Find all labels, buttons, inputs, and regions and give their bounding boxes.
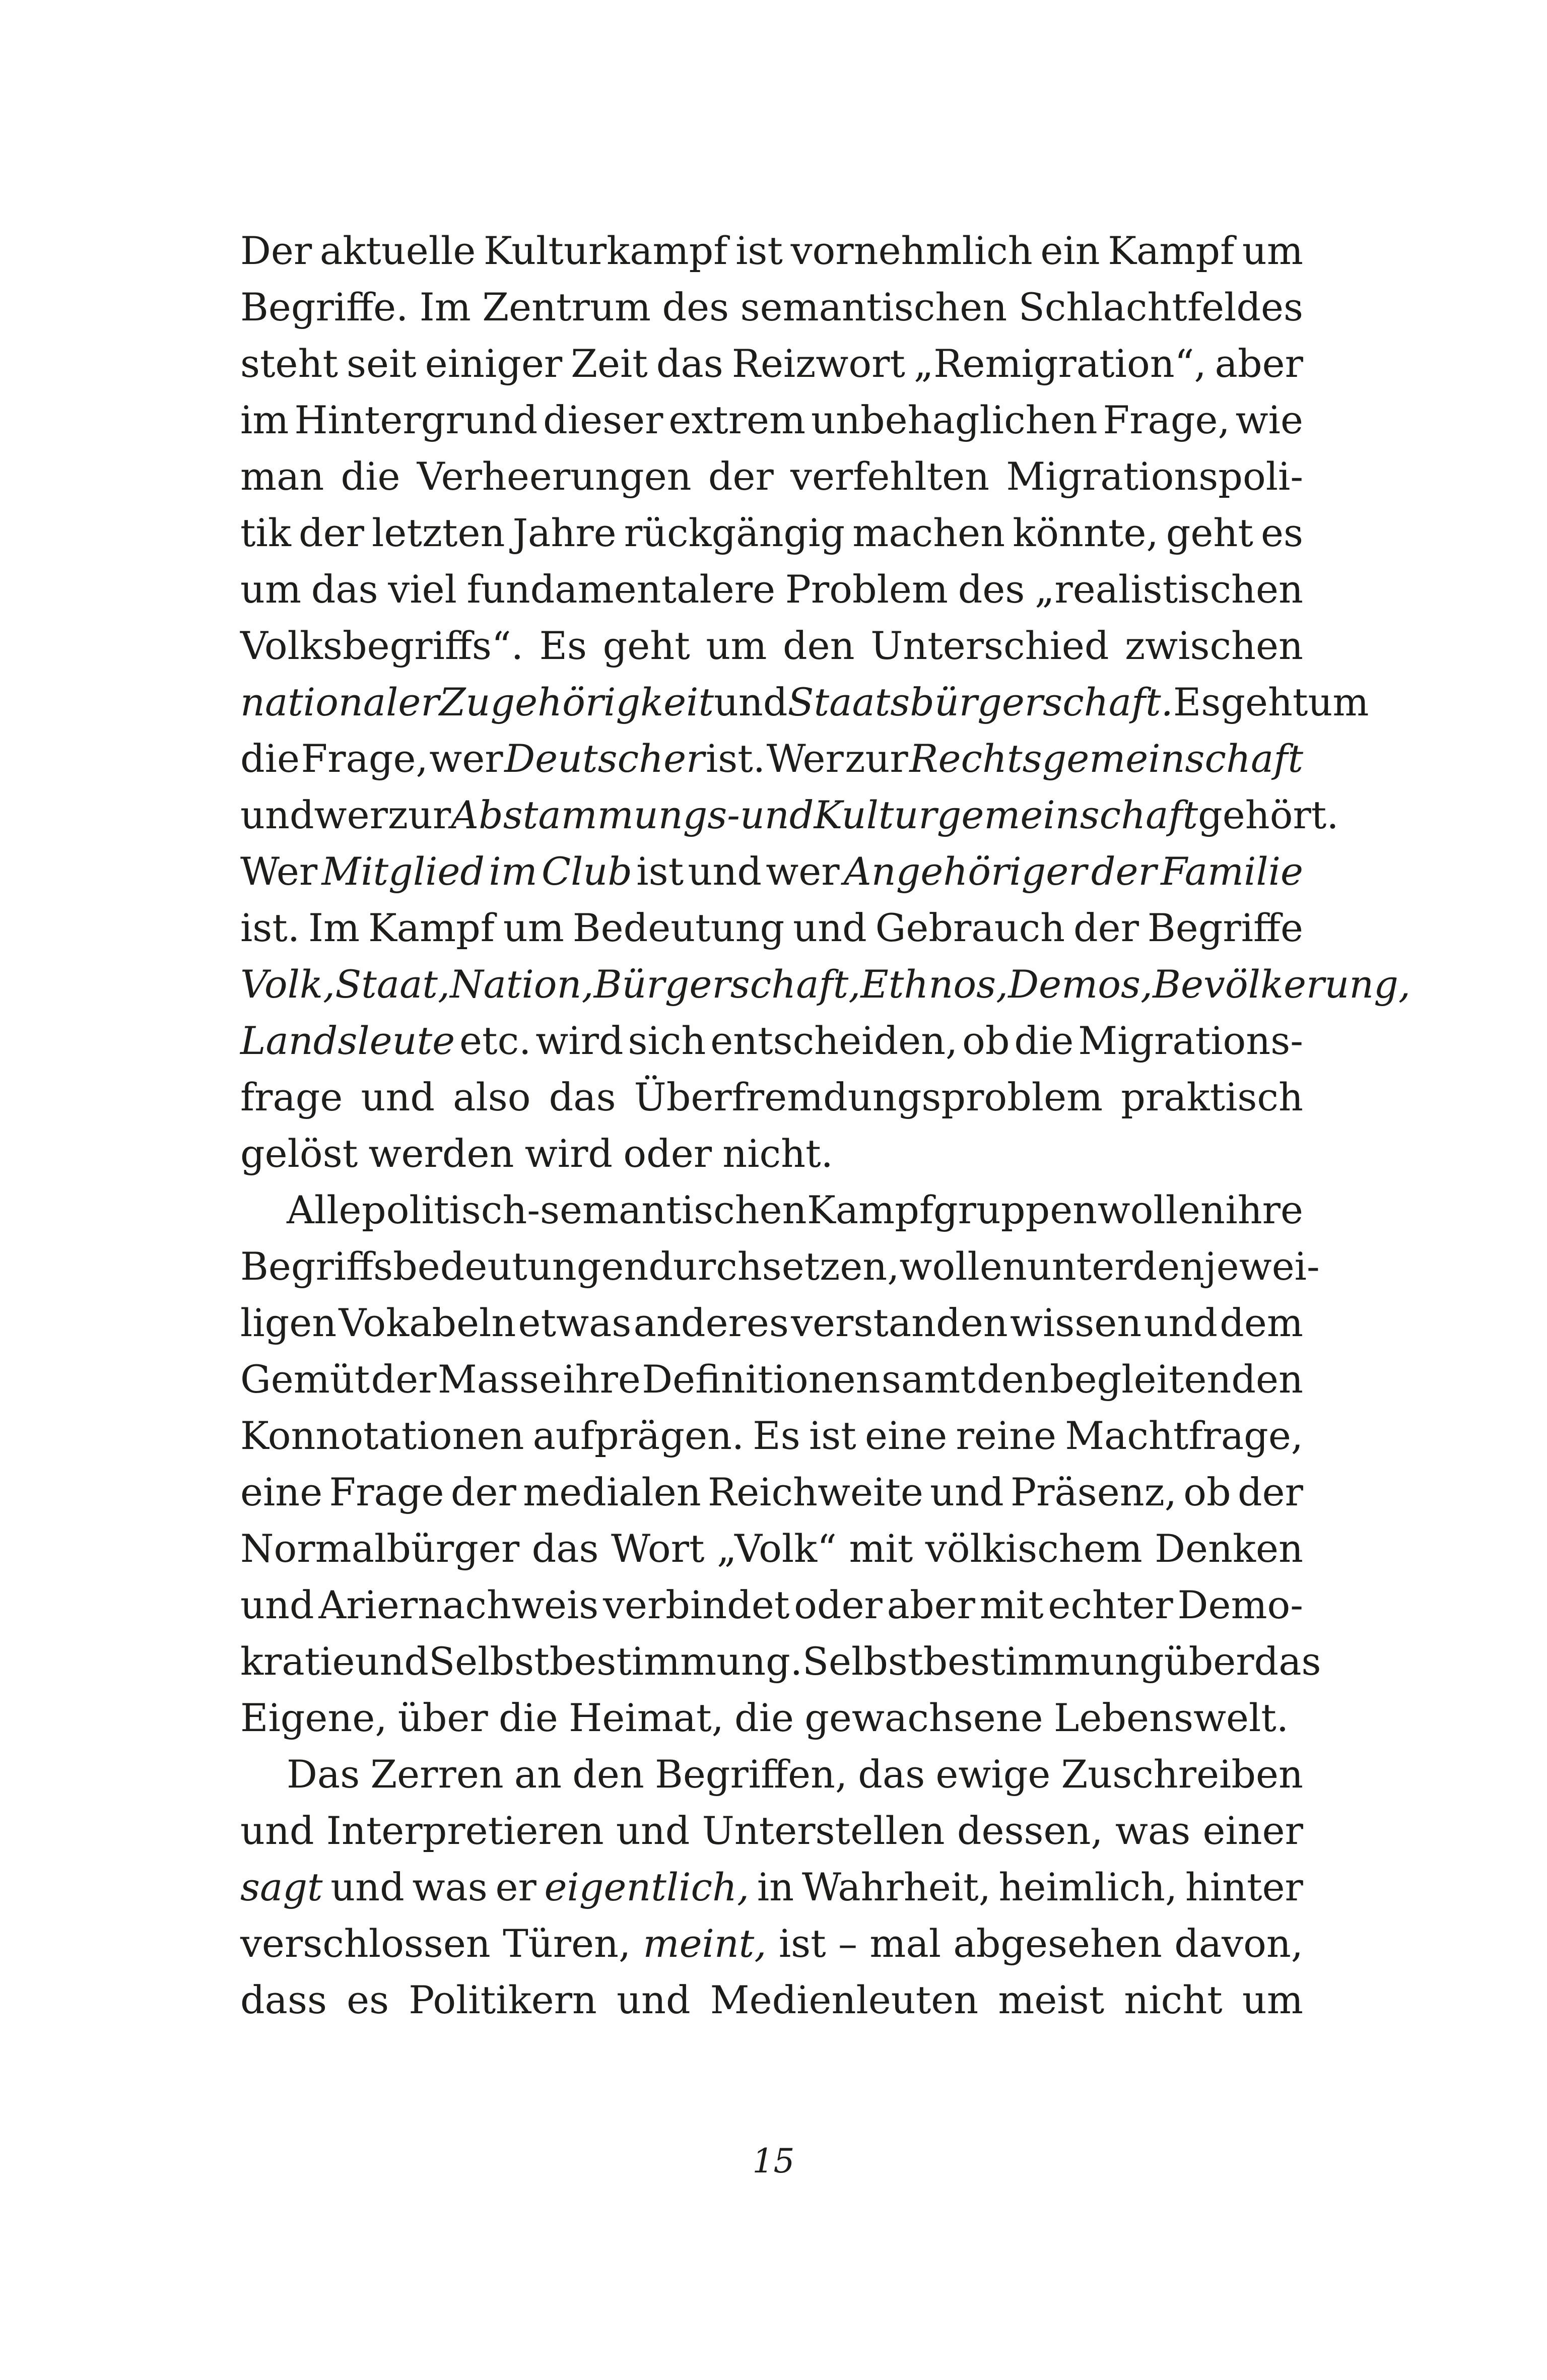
italic-word: Staatsbürgerschaft. (787, 680, 1173, 724)
word: mit (979, 1582, 1044, 1627)
word: und (330, 1865, 405, 1909)
word: durchsetzen, (648, 1244, 900, 1289)
text-line (240, 1238, 1320, 1295)
word: entscheiden, (710, 1018, 958, 1063)
text-line (240, 392, 1303, 448)
word: es (1261, 510, 1303, 555)
word: Kulturkampf (484, 228, 728, 273)
word: ist. (240, 905, 300, 950)
word: und (617, 1977, 691, 2022)
word: des (662, 285, 729, 329)
word: jewei- (1204, 1244, 1320, 1289)
text-line (240, 1182, 1303, 1238)
text-line (240, 448, 1303, 505)
word: und (361, 1075, 435, 1119)
word: er (495, 1865, 536, 1909)
word: Kampf (368, 905, 495, 950)
word: nicht. (722, 1131, 833, 1176)
word: echter (1048, 1582, 1173, 1627)
word: Problem (785, 567, 948, 612)
italic-word: nationaler (240, 680, 439, 724)
word: den (572, 1752, 644, 1797)
word: Interpretieren (326, 1808, 604, 1853)
word: das (1254, 1639, 1321, 1684)
word: dessen, (957, 1808, 1103, 1853)
word: Im (419, 285, 471, 329)
word: der (1073, 905, 1139, 950)
word: zur (845, 736, 908, 781)
word: geht (602, 623, 690, 668)
word: ewige (935, 1752, 1051, 1797)
word: über (397, 1695, 488, 1740)
word: Schlachtfeldes (1018, 285, 1303, 329)
word: Ariernachweis (318, 1582, 599, 1627)
word: könnte, (1013, 510, 1159, 555)
word: was (412, 1865, 488, 1909)
word: in (757, 1865, 794, 1909)
text-line (240, 843, 1303, 900)
word: der (708, 454, 774, 499)
word: wer (314, 792, 388, 837)
word: den (977, 1357, 1049, 1402)
word: zur (387, 792, 451, 837)
word: einiger (425, 341, 563, 386)
word: davon, (1174, 1921, 1303, 1966)
word: der (371, 1357, 437, 1402)
word: Machtfrage, (1065, 1413, 1303, 1458)
word: der (299, 510, 364, 555)
word: und (793, 905, 867, 950)
word: und (240, 1808, 314, 1853)
word: wer (429, 736, 503, 781)
word: das (311, 567, 378, 612)
text-line (240, 336, 1303, 392)
word: Es (539, 623, 587, 668)
word: Zerren (370, 1752, 504, 1797)
word: und (713, 680, 788, 724)
word: die (341, 454, 400, 499)
word: etc. (459, 1018, 531, 1063)
word: gelöst (240, 1131, 358, 1176)
word: aktuelle (319, 228, 476, 273)
italic-word: Mitglied (321, 849, 485, 894)
word: Es (753, 1413, 800, 1458)
word: wollen (1097, 1187, 1225, 1232)
italic-word: Bürgerschaft, (593, 962, 861, 1007)
text-line (240, 1520, 1303, 1577)
word: um (503, 905, 564, 950)
word: Unterstellen (702, 1808, 945, 1853)
word: mit (849, 1526, 913, 1571)
text-line (240, 1690, 1303, 1746)
word: Das (287, 1752, 360, 1797)
word: Der (240, 228, 312, 273)
word: tik (240, 510, 291, 555)
word: Vokabeln (339, 1300, 516, 1345)
word: mal (869, 1921, 941, 1966)
italic-word: Volk, (240, 962, 335, 1007)
word: ist (735, 228, 783, 273)
italic-word: Familie (1161, 849, 1303, 894)
word: Definitionen (642, 1357, 881, 1402)
word: der (1237, 1470, 1303, 1514)
word: Denken (1155, 1526, 1303, 1571)
word: wollen (899, 1244, 1027, 1289)
word: Bedeutung (572, 905, 785, 950)
word: nicht (1124, 1977, 1223, 2022)
word: aber (887, 1582, 975, 1627)
word: meist (998, 1977, 1105, 2022)
word: die (1014, 1018, 1074, 1063)
word: Lebenswelt. (1053, 1695, 1289, 1740)
word: ist. (706, 736, 766, 781)
word: eine (865, 1413, 948, 1458)
italic-word: Bevölkerung, (1153, 962, 1411, 1007)
word: gewachsene (804, 1695, 1043, 1740)
word: die (734, 1695, 794, 1740)
italic-word: Landsleute (240, 1018, 455, 1063)
text-line (240, 1408, 1303, 1464)
text-line (240, 900, 1303, 956)
word: Politikern (409, 1977, 597, 2022)
word: Wahrheit, (801, 1865, 991, 1909)
word: politisch-semantischen (361, 1187, 807, 1232)
word: Konnotationen (240, 1413, 524, 1458)
word: die (498, 1695, 558, 1740)
word: Präsenz, (1011, 1470, 1177, 1514)
word: verfehlten (790, 454, 990, 499)
word: extrem (668, 398, 806, 442)
word: verbindet (603, 1582, 790, 1627)
word: Volksbegriffs“. (240, 623, 523, 668)
word: viel (388, 567, 457, 612)
italic-word: Club (541, 849, 633, 894)
word: Masse (437, 1357, 562, 1402)
word: das (549, 1075, 616, 1119)
word: machen (852, 510, 1005, 555)
text-line (240, 1803, 1303, 1859)
word: Wort (611, 1526, 705, 1571)
word: und (616, 1808, 690, 1853)
word: ob (1183, 1470, 1231, 1514)
word: abgesehen (953, 1921, 1162, 1966)
page-number: 15 (752, 2142, 795, 2180)
italic-word: Staat, (335, 962, 450, 1007)
word: wird (535, 1018, 624, 1063)
word: verstanden (791, 1300, 1008, 1345)
word: Selbstbestimmung. (429, 1639, 802, 1684)
italic-word: und (739, 792, 814, 837)
word: der (450, 1470, 516, 1514)
word: Alle (287, 1187, 362, 1232)
text-line (240, 618, 1303, 674)
word: um (1242, 1977, 1303, 2022)
word: also (453, 1075, 531, 1119)
word: Begriffe. (240, 285, 409, 329)
word: geht (1166, 510, 1253, 555)
text-line (240, 223, 1303, 279)
word: anderes (633, 1300, 789, 1345)
text-line (240, 1069, 1303, 1126)
word: um (240, 567, 302, 612)
word: hinter (1185, 1865, 1303, 1909)
word: samt (881, 1357, 976, 1402)
word: oder (623, 1131, 712, 1176)
word: Gebrauch (875, 905, 1065, 950)
word: Frage (329, 1470, 444, 1514)
word: das (656, 341, 723, 386)
italic-word: der (1091, 849, 1157, 894)
word: dieser (543, 398, 663, 442)
text-line (240, 1972, 1303, 2028)
word: des (958, 567, 1025, 612)
word: Türen, (503, 1921, 631, 1966)
italic-word: Kulturgemeinschaft (814, 792, 1198, 837)
text-line (240, 1295, 1303, 1351)
text-line (240, 731, 1303, 787)
body-text (240, 223, 1411, 2028)
word: ist (778, 1921, 826, 1966)
italic-word: im (489, 849, 537, 894)
italic-word: sagt (240, 1865, 323, 1909)
word: Eigene, (240, 1695, 387, 1740)
word: und (240, 792, 314, 837)
word: werden (368, 1131, 514, 1176)
word: Begriffsbedeutungen (240, 1244, 649, 1289)
word: wer (766, 849, 840, 894)
word: Es (1173, 680, 1221, 724)
word: „Remigration“, (913, 341, 1206, 386)
text-line (240, 787, 1339, 843)
text-line (240, 279, 1303, 336)
word: Überfremdungsproblem (634, 1075, 1103, 1119)
word: wird (524, 1131, 613, 1176)
word: Wer (240, 849, 318, 894)
text-line (240, 561, 1303, 618)
word: Begriffen, (654, 1752, 848, 1797)
italic-word: Demos, (1008, 962, 1153, 1007)
text-line (240, 1577, 1303, 1633)
word: Im (308, 905, 360, 950)
word: zwischen (1125, 623, 1303, 668)
word: fundamentalere (466, 567, 776, 612)
word: praktisch (1121, 1075, 1303, 1119)
word: um (706, 623, 767, 668)
word: Medienleuten (710, 1977, 979, 2022)
word: wissen (1010, 1300, 1142, 1345)
italic-word: eigentlich, (544, 1865, 750, 1909)
word: letzten (372, 510, 505, 555)
italic-word: Abstammungs- (451, 792, 740, 837)
word: steht (240, 341, 339, 386)
word: um (1308, 680, 1369, 724)
word: Zentrum (482, 285, 651, 329)
word: begleitenden (1050, 1357, 1303, 1402)
word: oder (794, 1582, 883, 1627)
word: Reichweite (707, 1470, 923, 1514)
text-line (240, 956, 1411, 1013)
word: völkischem (925, 1526, 1142, 1571)
word: aufprägen. (532, 1413, 745, 1458)
word: Verheerungen (417, 454, 692, 499)
word: geht (1221, 680, 1308, 724)
word: ein (1040, 228, 1100, 273)
word: Frage, (301, 736, 428, 781)
word: „realistischen (1035, 567, 1303, 612)
word: seit (346, 341, 417, 386)
text-line (240, 1126, 1303, 1182)
word: frage (240, 1075, 343, 1119)
italic-word: Deutscher (504, 736, 705, 781)
word: vornehmlich (790, 228, 1033, 273)
word: heimlich, (998, 1865, 1178, 1909)
text-line (240, 1746, 1303, 1803)
word: und (1144, 1300, 1218, 1345)
italic-word: Rechtsgemeinschaft (909, 736, 1303, 781)
word: Zeit (571, 341, 648, 386)
word: Gemüt (240, 1357, 370, 1402)
word: unbehaglichen (811, 398, 1098, 442)
italic-word: meint, (643, 1921, 767, 1966)
word: die (240, 736, 300, 781)
word: ist (636, 849, 684, 894)
text-line (240, 1351, 1303, 1408)
word: ist (809, 1413, 856, 1458)
word: ihre (563, 1357, 641, 1402)
word: Demo- (1177, 1582, 1303, 1627)
italic-word: Zugehörigkeit (439, 680, 714, 724)
word: Kampf (1108, 228, 1235, 273)
word: und (240, 1582, 314, 1627)
word: im (240, 398, 289, 442)
word: „Volk“ (716, 1526, 837, 1571)
word: – (838, 1921, 858, 1966)
word: über (1164, 1639, 1254, 1684)
word: es (347, 1977, 389, 2022)
word: und (355, 1639, 429, 1684)
word: Migrationspoli- (1006, 454, 1303, 499)
word: was (1115, 1808, 1191, 1853)
text-line (240, 674, 1369, 731)
word: ihre (1225, 1187, 1303, 1232)
word: ob (962, 1018, 1010, 1063)
text-line (240, 1859, 1303, 1915)
word: Heimat, (569, 1695, 724, 1740)
word: Wer (766, 736, 844, 781)
word: etwas (518, 1300, 632, 1345)
word: wie (1235, 398, 1303, 442)
word: Zuschreiben (1061, 1752, 1303, 1797)
italic-word: Angehöriger (843, 849, 1087, 894)
word: Kampfgruppen (807, 1187, 1098, 1232)
word: Frage, (1103, 398, 1230, 442)
word: und (688, 849, 762, 894)
word: den (1132, 1244, 1205, 1289)
word: rückgängig (624, 510, 845, 555)
word: Jahre (512, 510, 617, 555)
word: gehört. (1198, 792, 1339, 837)
word: verschlossen (240, 1921, 491, 1966)
text-line (240, 505, 1303, 561)
word: das (858, 1752, 925, 1797)
italic-word: Nation, (450, 962, 594, 1007)
word: ligen (240, 1300, 337, 1345)
word: medialen (523, 1470, 701, 1514)
word: semantischen (740, 285, 1007, 329)
word: Begriffe (1147, 905, 1303, 950)
word: Unterschied (870, 623, 1109, 668)
word: Selbstbestimmung (802, 1639, 1164, 1684)
word: Migrations- (1078, 1018, 1303, 1063)
word: Hintergrund (294, 398, 538, 442)
word: reine (956, 1413, 1057, 1458)
word: das (531, 1526, 599, 1571)
text-line (240, 1013, 1303, 1069)
italic-word: Ethnos, (860, 962, 1008, 1007)
word: dass (240, 1977, 327, 2022)
word: um (1242, 228, 1303, 273)
word: an (514, 1752, 562, 1797)
word: und (930, 1470, 1004, 1514)
word: dem (1220, 1300, 1303, 1345)
word: kratie (240, 1639, 355, 1684)
word: sich (628, 1018, 706, 1063)
word: den (783, 623, 855, 668)
word: einer (1202, 1808, 1303, 1853)
word: eine (240, 1470, 323, 1514)
text-line (240, 1633, 1321, 1690)
word: Reizwort (731, 341, 905, 386)
text-line (240, 1464, 1303, 1520)
word: Normalbürger (240, 1526, 520, 1571)
word: unter (1027, 1244, 1133, 1289)
text-line (240, 1915, 1303, 1972)
word: aber (1215, 341, 1303, 386)
word: man (240, 454, 324, 499)
